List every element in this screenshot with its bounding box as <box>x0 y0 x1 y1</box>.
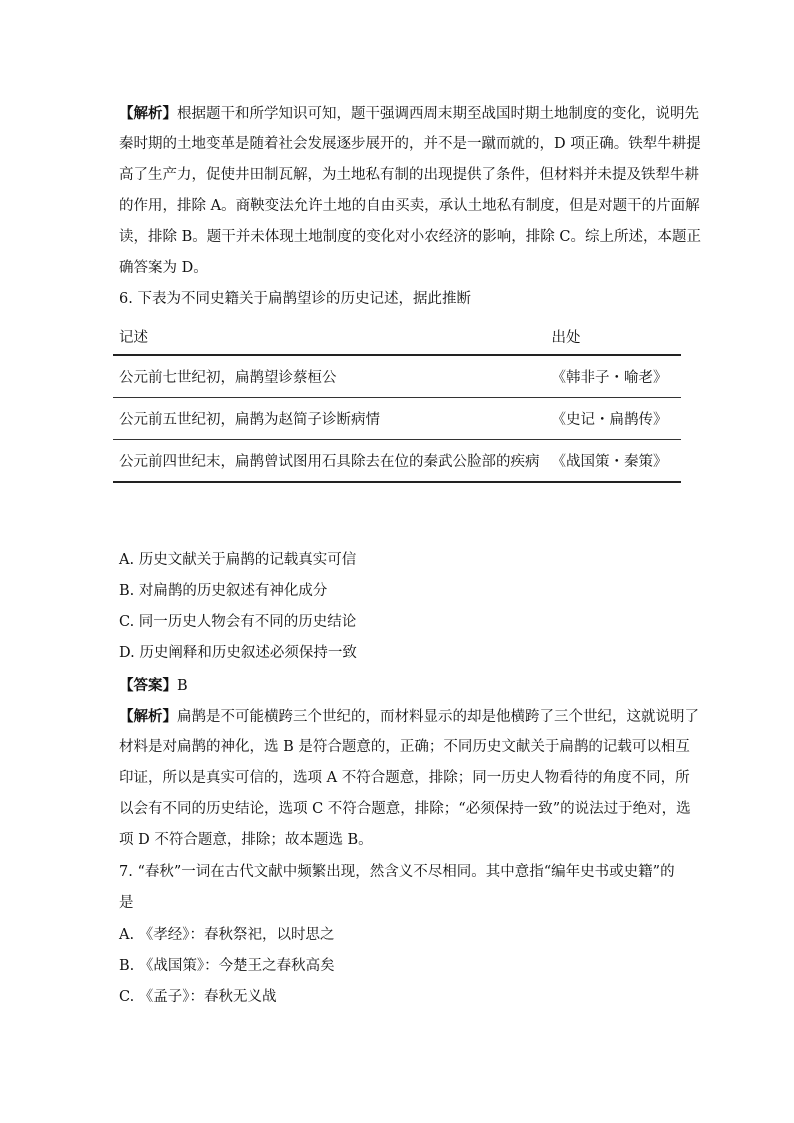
q5-analysis <box>119 98 701 284</box>
table-cell-source: 《韩非子・喻老》 <box>546 355 682 398</box>
history-records-table <box>113 318 681 483</box>
q5-analysis-line: 秦时期的土地变革是随着社会发展逐步展开的，并不是一蹴而就的，D 项正确。铁犁牛耕提 <box>119 136 701 152</box>
q6-answer-line <box>119 670 679 701</box>
q5-analysis-line: 高了生产力，促使井田制瓦解，为土地私有制的出现提供了条件，但材料并未提及铁犁牛耕 <box>119 167 699 183</box>
answer-value: B <box>177 678 188 694</box>
table-header-row <box>113 318 681 355</box>
header-record: 记述 <box>119 329 148 346</box>
q7-stem-line: 7. “春秋”一词在古代文献中频繁出现，然含义不尽相同。其中意指“编年史书或史籍”的 <box>119 864 675 880</box>
q7-option-b: B. 《战国策》：今楚王之春秋高矣 <box>119 958 335 974</box>
header-source: 出处 <box>551 329 581 346</box>
q6-analysis <box>119 701 699 856</box>
q7-stem-line: 是 <box>119 895 134 911</box>
analysis-label: 【解析】 <box>119 708 177 725</box>
table-cell-record: 公元前七世纪初，扁鹊望诊蔡桓公 <box>113 355 546 398</box>
q5-analysis-line: 读，排除 B。题干并未体现土地制度的变化对小农经济的影响，排除 C。综上所述，本题正 <box>119 229 701 245</box>
table-cell-source: 《战国策・秦策》 <box>546 440 682 483</box>
q6-option-d: D. 历史阐释和历史叙述必须保持一致 <box>119 645 357 661</box>
table-cell-source: 《史记・扁鹊传》 <box>546 398 682 440</box>
table-row <box>113 398 681 440</box>
answer-label: 【答案】 <box>119 677 177 694</box>
q6-analysis-line: 项 D 不符合题意，排除；故本题选 B。 <box>119 832 373 848</box>
q7-stem <box>119 857 679 916</box>
q6-answer <box>119 670 679 701</box>
q6-option-c: C. 同一历史人物会有不同的历史结论 <box>119 614 357 630</box>
q7-option-c: C. 《孟子》：春秋无义战 <box>119 989 277 1005</box>
q6-analysis-line: 印证，所以是真实可信的，选项 A 不符合题意，排除；同一历史人物看待的角度不同，所 <box>119 770 690 786</box>
table-row <box>113 440 681 483</box>
q6-stem-text: 6. 下表为不同史籍关于扁鹊望诊的历史记述，据此推断 <box>119 291 471 307</box>
q5-analysis-line: 确答案为 D。 <box>119 260 208 276</box>
q6-analysis-line: 以会有不同的历史结论，选项 C 不符合题意，排除；“必须保持一致”的说法过于绝对，选 <box>119 801 691 817</box>
table-row <box>113 355 681 398</box>
table-cell-record: 公元前四世纪末，扁鹊曾试图用石具除去在位的秦武公脸部的疾病 <box>113 440 546 483</box>
q5-analysis-line: 【解析】根据题干和所学知识可知，题干强调西周末期至战国时期土地制度的变化，说明先 <box>119 105 699 122</box>
q7-option-a: A. 《孝经》：春秋祭祀，以时思之 <box>119 927 335 943</box>
q6-option-b: B. 对扁鹊的历史叙述有神化成分 <box>119 583 328 599</box>
analysis-label: 【解析】 <box>119 105 177 122</box>
q6-analysis-line: 【解析】扁鹊是不可能横跨三个世纪的，而材料显示的却是他横跨了三个世纪，这就说明了 <box>119 708 699 725</box>
table-cell-record: 公元前五世纪初，扁鹊为赵简子诊断病情 <box>113 398 546 440</box>
q6-stem <box>119 284 679 315</box>
q6-analysis-line: 材料是对扁鹊的神化，选 B 是符合题意的，正确；不同历史文献关于扁鹊的记载可以相互 <box>119 739 690 755</box>
q5-analysis-line: 的作用，排除 A。商鞅变法允许土地的自由买卖，承认土地私有制度，但是对题干的片面解 <box>119 198 700 214</box>
q6-option-a: A. 历史文献关于扁鹊的记载真实可信 <box>119 552 357 568</box>
